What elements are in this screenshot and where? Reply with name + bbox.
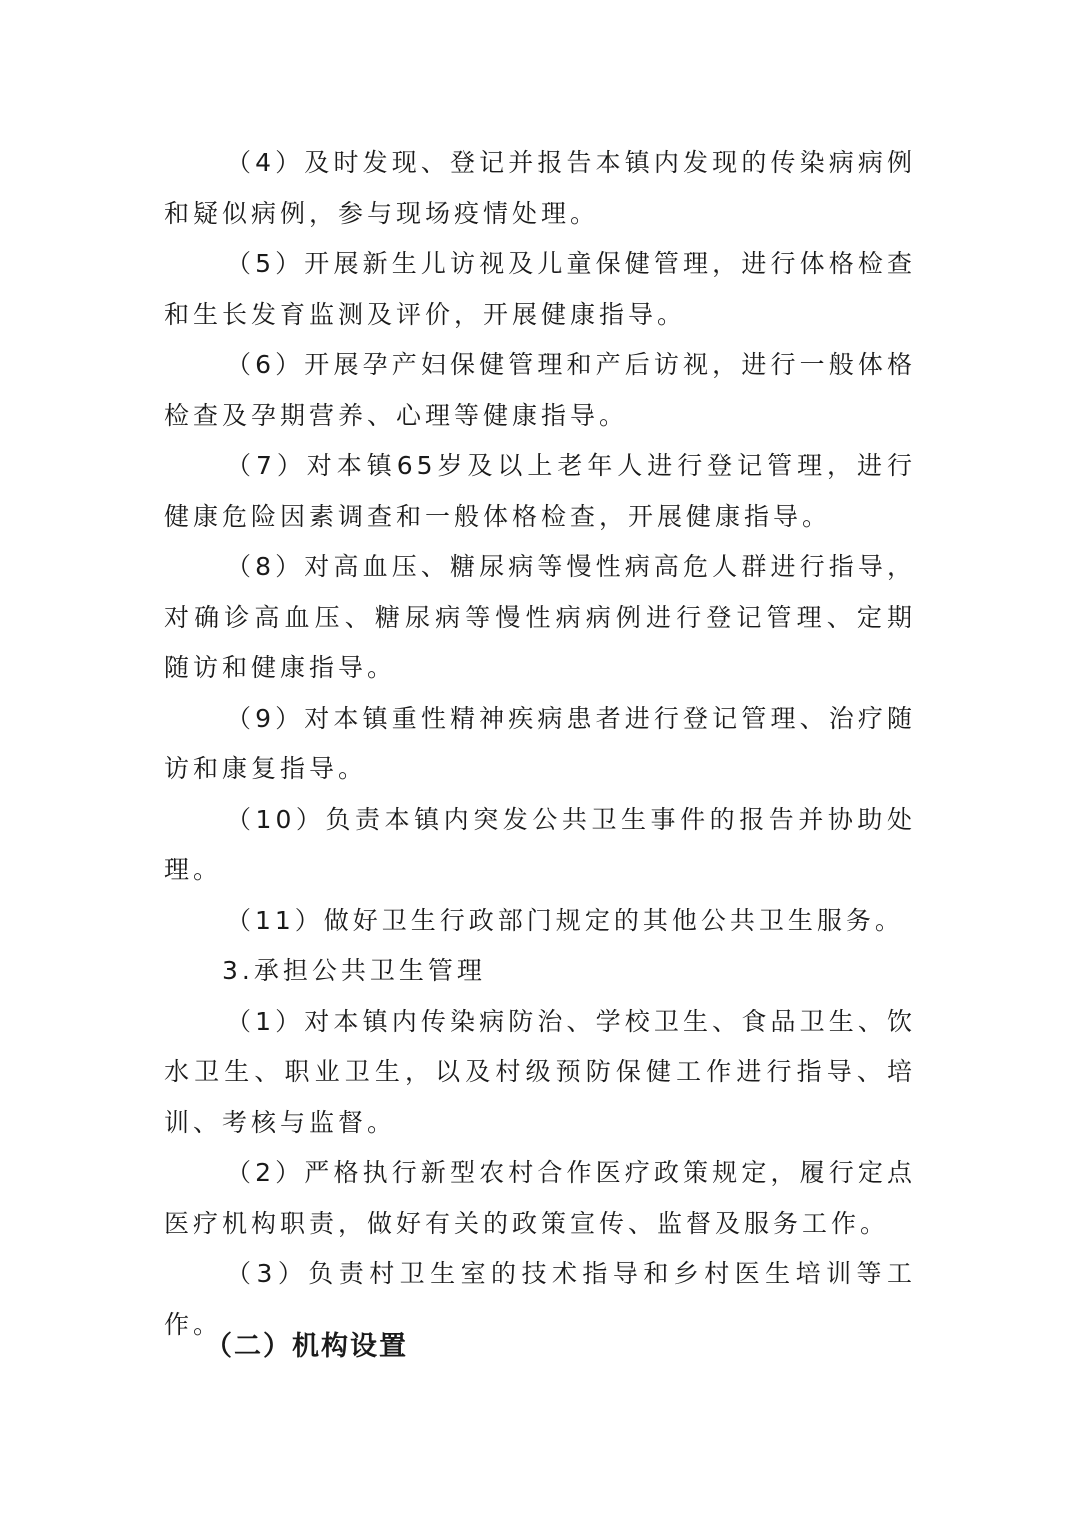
paragraph-item-9: （9）对本镇重性精神疾病患者进行登记管理、治疗随访和康复指导。 (164, 703, 916, 783)
section-heading-organization: （二）机构设置 (205, 1331, 408, 1362)
paragraph-item-5: （5）开展新生儿访视及儿童保健管理，进行体格检查和生长发育监测及评价，开展健康指导。 (164, 249, 916, 329)
paragraph-item-10: （10）负责本镇内突发公共卫生事件的报告并协助处理。 (164, 804, 916, 884)
paragraph-item-4: （4）及时发现、登记并报告本镇内发现的传染病病例和疑似病例，参与现场疫情处理。 (164, 148, 916, 228)
paragraph-management-item-2: （2）严格执行新型农村合作医疗政策规定，履行定点医疗机构职责，做好有关的政策宣传、监督及服务工作。 (164, 1158, 916, 1238)
paragraph-item-8: （8）对高血压、糖尿病等慢性病高危人群进行指导，对确诊高血压、糖尿病等慢性病病例进行登记管理、定期随访和健康指导。 (164, 552, 916, 682)
paragraph-management-item-1: （1）对本镇内传染病防治、学校卫生、食品卫生、饮水卫生、职业卫生，以及村级预防保健工作进行指导、培训、考核与监督。 (164, 1006, 916, 1137)
paragraph-item-11: （11）做好卫生行政部门规定的其他公共卫生服务。 (226, 905, 904, 935)
paragraph-item-7: （7）对本镇65岁及以上老年人进行登记管理，进行健康危险因素调查和一般体格检查，开展健康指导。 (164, 451, 916, 531)
paragraph-item-6: （6）开展孕产妇保健管理和产后访视，进行一般体格检查及孕期营养、心理等健康指导。 (164, 350, 916, 430)
paragraph-management-item-3: （3）负责村卫生室的技术指导和乡村医生培训等工作。 (164, 1259, 916, 1339)
subsection-title-public-health-management: 3.承担公共卫生管理 (222, 956, 486, 985)
document-body (164, 138, 916, 1350)
